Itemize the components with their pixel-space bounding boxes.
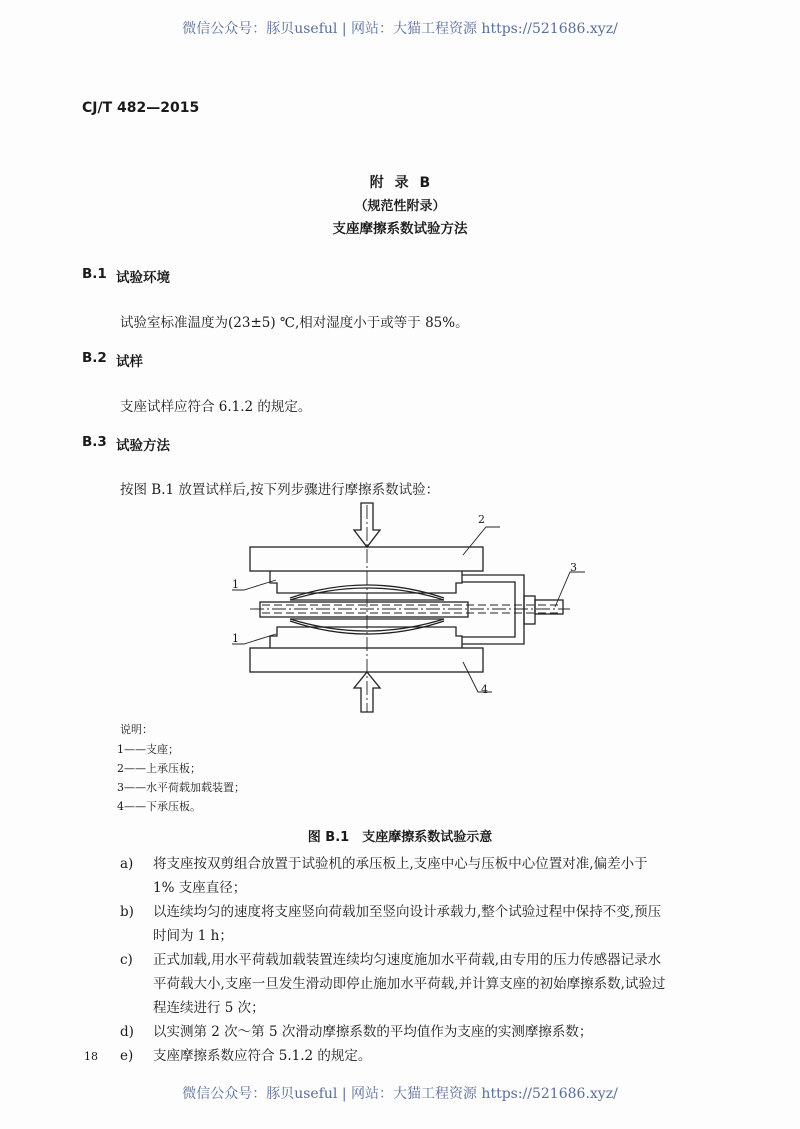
appendix-subtitle: （规范性附录） [354,199,446,214]
section-b1-title: 试验环境 [116,270,170,286]
section-b3-title: 试验方法 [116,438,170,454]
section-b2-num: B.2 [82,350,107,366]
legend-item: 2——上承压板； [117,762,201,775]
legend-item: 4——下承压板。 [117,800,201,813]
step-text: 以实测第 2 次～第 5 次滑动摩擦系数的平均值作为支座的实测摩擦系数； [153,1024,593,1040]
watermark-top: 微信公众号：豚贝useful | 网站：大猫工程资源 https://521686.xyz/ [182,21,618,37]
section-b1-num: B.1 [82,266,107,282]
step-key: e) [120,1048,134,1064]
section-b3-num: B.3 [82,434,107,450]
lower-plate [250,648,483,672]
step-key: d) [120,1024,134,1040]
step-text: 正式加载,用水平荷载加载装置连续均匀速度施加水平荷载,由专用的压力传感器记录水平荷载大小,支座一旦发生滑动即停止施加水平荷载,并计算支座的初始摩擦系数,试验过程连续进行 5 次； [153,952,666,1016]
step-text: 将支座按双剪组合放置于试验机的承压板上,支座中心与压板中心位置对准,偏差小于 1% 支座直径； [153,856,648,896]
section-b3-body: 按图 B.1 放置试样后,按下列步骤进行摩擦系数试验： [120,482,440,498]
watermark-bottom: 微信公众号：豚贝useful | 网站：大猫工程资源 https://521686.xyz/ [182,1086,618,1102]
loading-rod [535,600,563,614]
legend-item: 1——支座； [117,743,179,756]
label-4: 4 [481,683,488,696]
section-b2-body: 支座试样应符合 6.1.2 的规定。 [120,399,312,415]
standard-number: CJ/T 482—2015 [82,100,200,116]
page-number: 18 [84,1050,98,1063]
legend-item: 3——水平荷载加载装置； [117,781,245,794]
upper-bearing [270,571,462,593]
figure-caption: 图 B.1 支座摩擦系数试验示意 [307,830,493,845]
step-key: c) [120,952,133,968]
step-key: b) [120,904,134,920]
lower-bearing [270,627,462,648]
section-b1-body: 试验室标准温度为(23±5) ℃,相对湿度小于或等于 85%。 [120,315,469,331]
loading-frame [462,575,524,644]
label-3: 3 [570,561,577,574]
middle-plate [260,602,468,617]
label-1-lower: 1 [232,632,239,645]
label-1-upper: 1 [232,578,239,591]
step-key: a) [120,856,134,872]
appendix-title: 附 录 B [369,175,431,191]
section-b2-title: 试样 [116,354,143,370]
label-2: 2 [478,513,485,526]
upper-plate [250,547,483,571]
step-text: 以连续均匀的速度将支座竖向荷载加至竖向设计承载力,整个试验过程中保持不变,预压时间为 1 h； [153,904,662,944]
appendix-name: 支座摩擦系数试验方法 [332,221,468,237]
step-text: 支座摩擦系数应符合 5.1.2 的规定。 [153,1048,372,1064]
legend-title: 说明： [120,723,153,736]
